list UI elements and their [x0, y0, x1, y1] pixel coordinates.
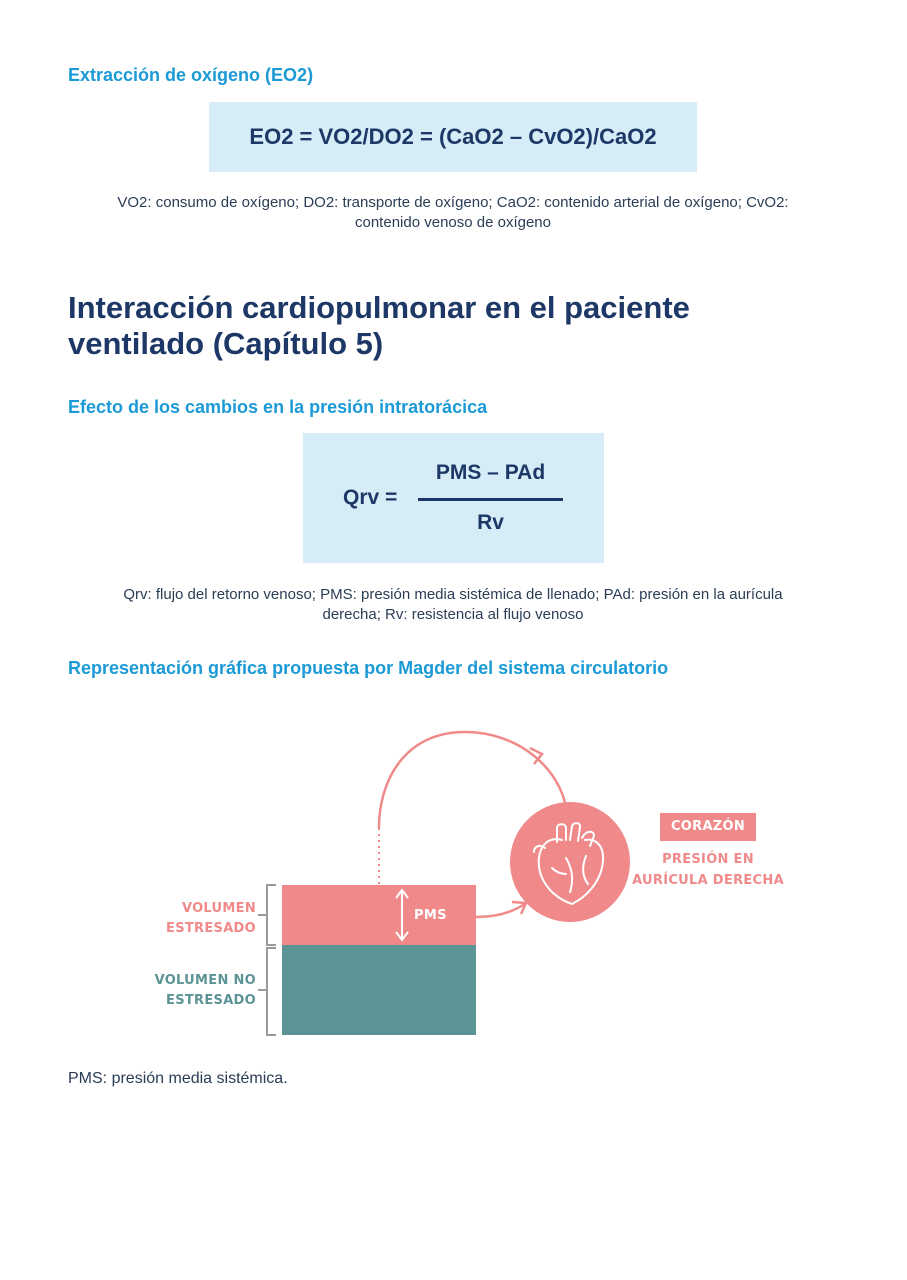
stressed-bracket: [267, 885, 276, 945]
title-line: ventilado (Capítulo 5): [68, 326, 384, 361]
section-heading-oxygen-extraction: Extracción de oxígeno (EO2): [68, 65, 314, 85]
caption-line: contenido venoso de oxígeno: [355, 214, 551, 231]
heart-badge-label: CORAZÓN: [670, 819, 746, 834]
label-line: AURÍCULA DERECHA: [632, 873, 784, 888]
label-line: ESTRESADO: [166, 921, 256, 936]
stressed-volume-label: [150, 899, 256, 939]
outflow-arrow: [476, 903, 526, 917]
formula-denominator: Rv: [477, 511, 504, 534]
caption-line: VO2: consumo de oxígeno; DO2: transporte de oxígeno; CaO2: contenido arterial de oxígeno; CvO2:: [117, 194, 789, 211]
stressed-volume-block: [282, 885, 476, 945]
pms-label: PMS: [414, 908, 447, 923]
caption-line: Qrv: flujo del retorno venoso; PMS: presión media sistémica de llenado; PAd: presión en la aurícula: [123, 586, 783, 603]
right-atrium-pressure-label: [628, 849, 788, 891]
formula-oxygen-extraction: EO2 = VO2/DO2 = (CaO2 – CvO2)/CaO2: [249, 124, 657, 149]
footnote-pms: PMS: presión media sistémica.: [68, 1070, 288, 1087]
label-line: PRESIÓN EN: [662, 852, 754, 867]
unstressed-volume-label: [130, 971, 256, 1011]
label-line: VOLUMEN: [181, 901, 256, 916]
label-line: ESTRESADO: [166, 993, 256, 1008]
section-heading-magder: Representación gráfica propuesta por Magder del sistema circulatorio: [68, 658, 669, 678]
caption-line: derecha; Rv: resistencia al flujo venoso: [322, 606, 584, 623]
unstressed-bracket: [267, 948, 276, 1035]
unstressed-volume-block: [282, 945, 476, 1035]
title-line: Interacción cardiopulmonar en el paciente: [68, 290, 690, 325]
label-line: VOLUMEN NO: [154, 973, 256, 988]
section-heading-intrathoracic-pressure: Efecto de los cambios en la presión intratorácica: [68, 397, 488, 417]
formula-numerator: PMS – PAd: [435, 461, 546, 484]
formula-lhs: Qrv =: [343, 486, 398, 509]
